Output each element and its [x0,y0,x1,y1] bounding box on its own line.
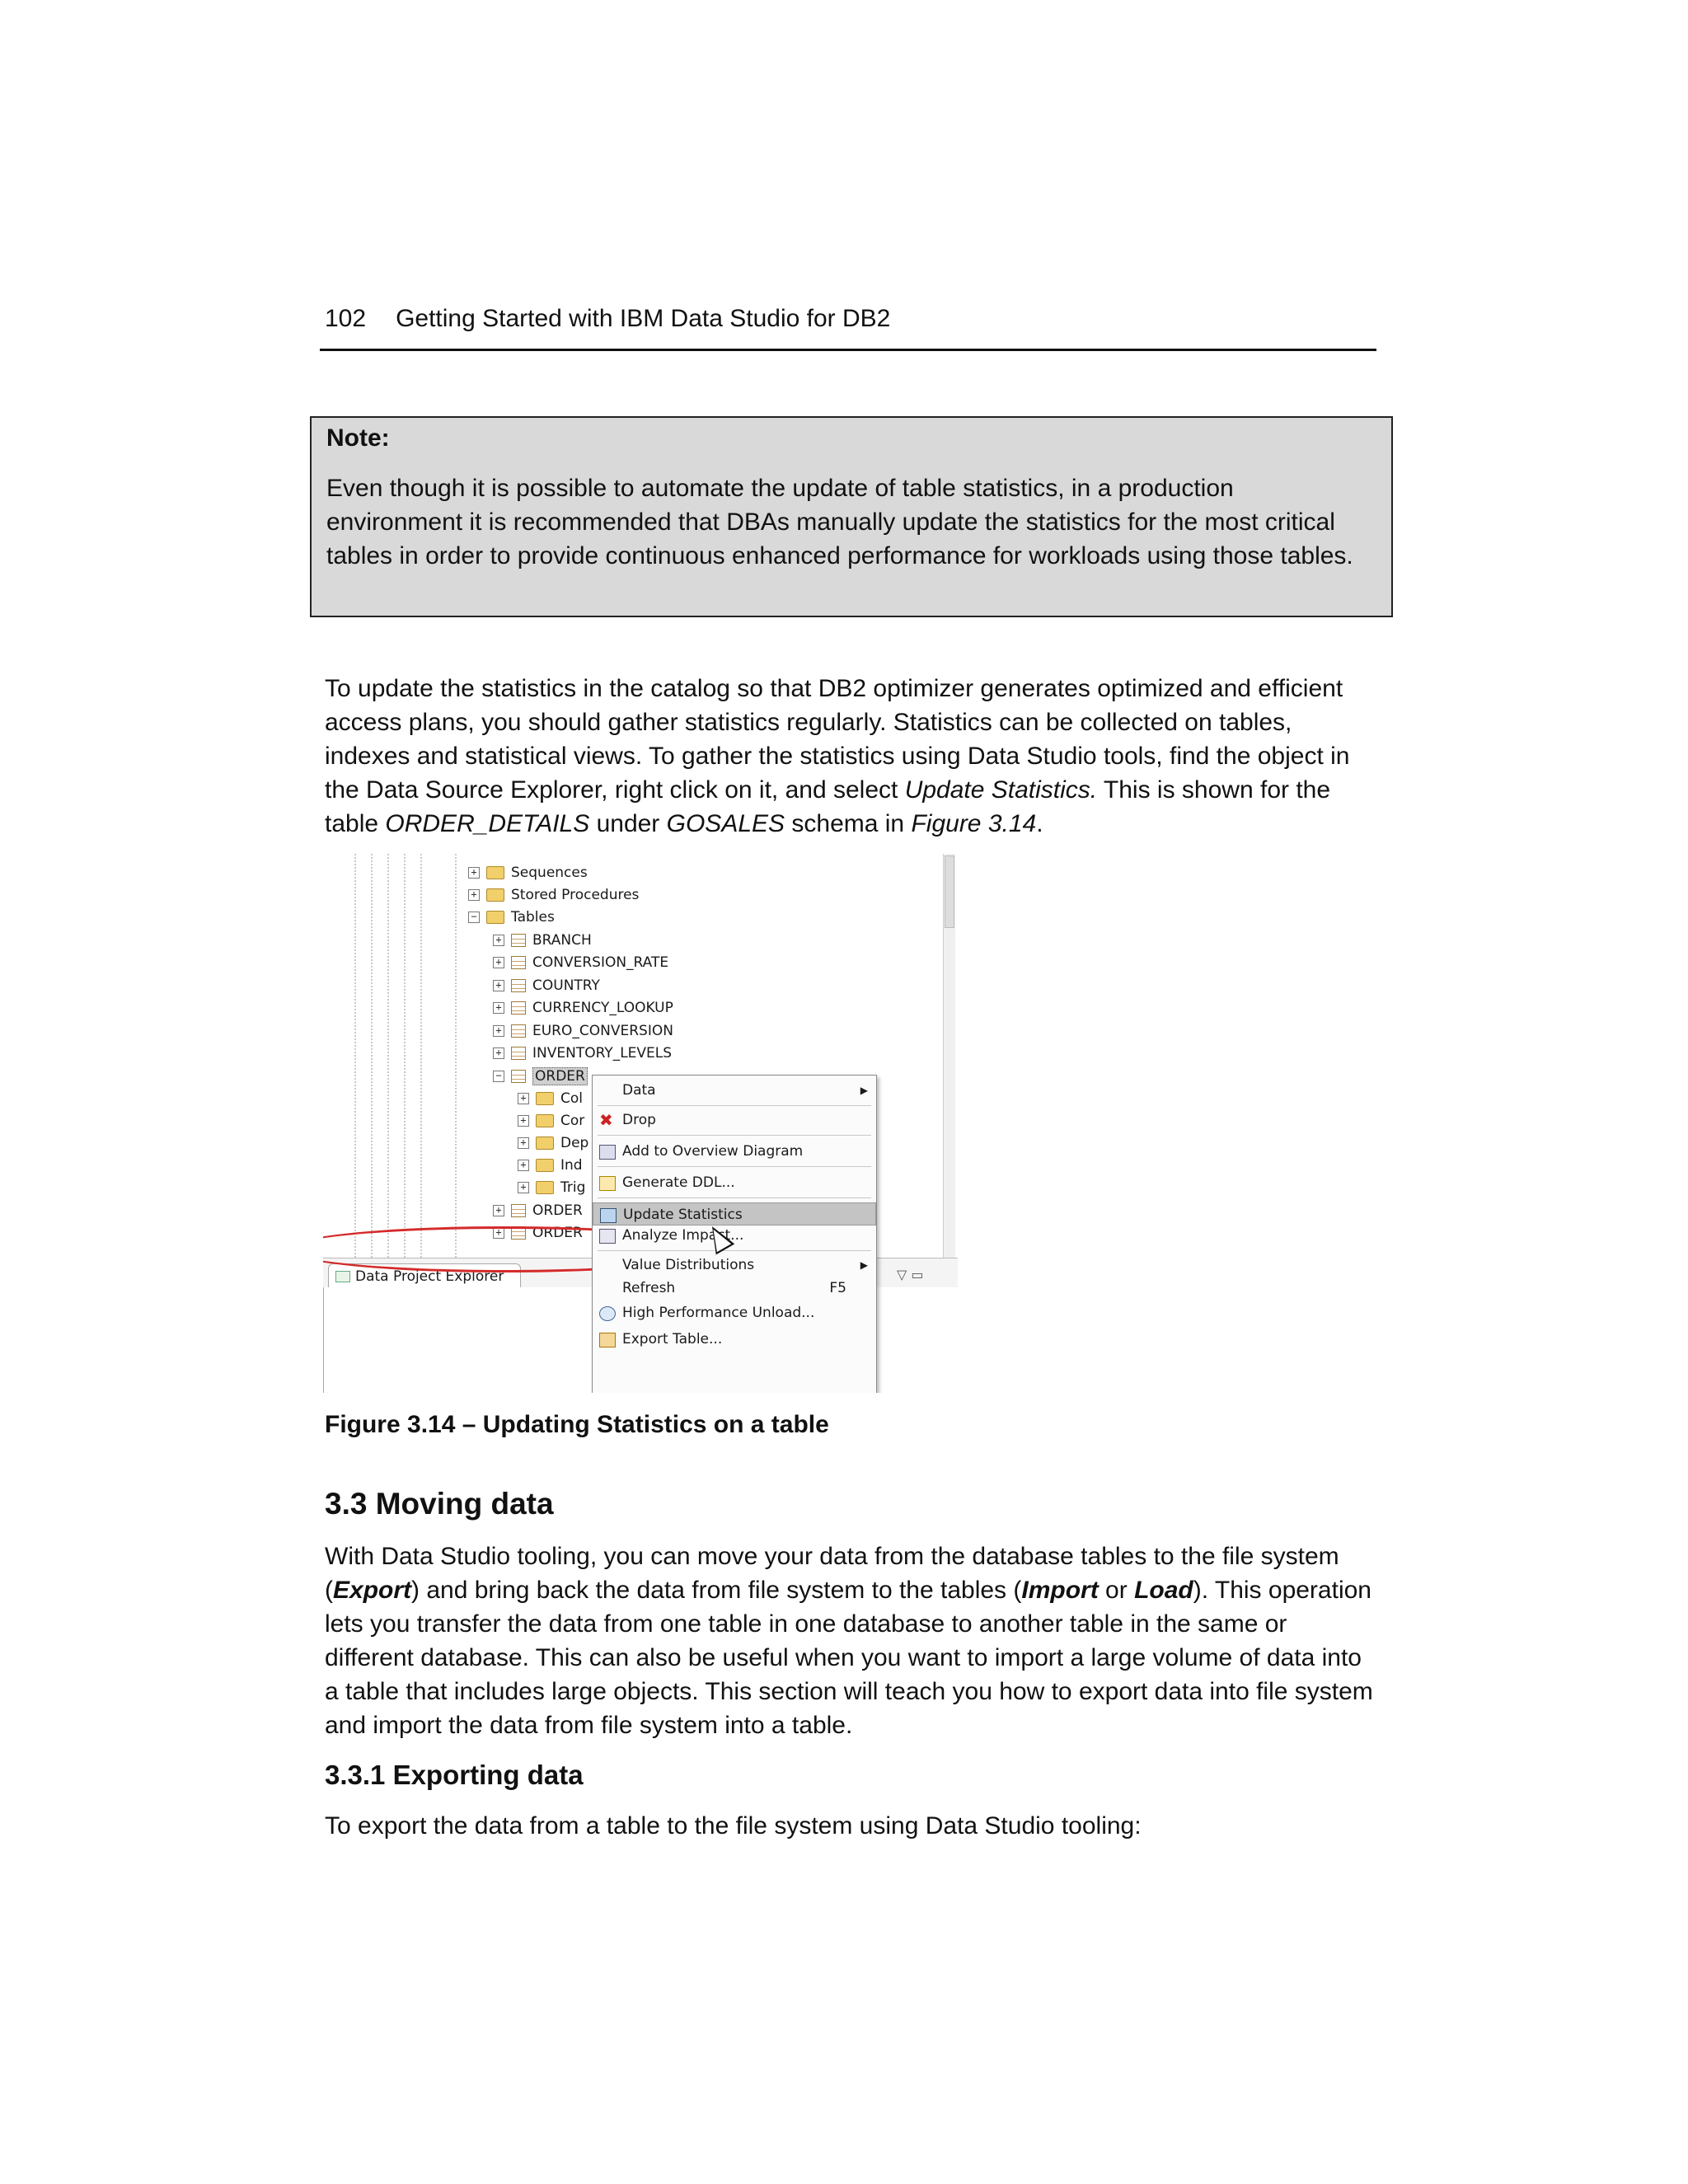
import-term: Import [1021,1577,1099,1604]
gosales-ref: GOSALES [666,810,785,837]
shortcut-label: F5 [829,1280,846,1296]
table-icon [511,1070,526,1083]
unload-icon [599,1306,616,1321]
figure-caption: Figure 3.14 – Updating Statistics on a table [325,1411,829,1438]
expand-icon[interactable]: + [468,889,480,901]
expand-icon[interactable]: + [518,1137,529,1149]
collapse-icon[interactable]: − [493,1071,504,1082]
folder-icon [536,1092,554,1105]
export-table-icon [599,1333,616,1347]
tree-table-item[interactable]: + INVENTORY_LEVELS [493,1043,672,1064]
menu-item-analyze-impact[interactable]: Analyze Impact... [593,1224,876,1247]
subsection-text: To export the data from a table to the file system using Data Studio tooling: [325,1812,1142,1840]
table-icon [511,1024,526,1038]
tree-subfolder[interactable]: + Cor [518,1110,584,1132]
collapse-icon[interactable]: − [468,912,480,923]
expand-icon[interactable]: + [493,957,504,968]
table-icon [511,1047,526,1060]
context-menu [592,1075,877,1393]
view-menu-icon[interactable]: ▽ [897,1267,907,1282]
expand-icon[interactable]: + [493,1002,504,1014]
table-icon [511,1226,526,1240]
tree-subfolder[interactable]: + Ind [518,1155,583,1176]
tree-subfolder[interactable]: + Dep [518,1132,588,1154]
order-details-ref: ORDER_DETAILS [385,810,590,837]
expand-icon[interactable]: + [493,935,504,946]
tree-table-item[interactable]: + EURO_CONVERSION [493,1020,673,1042]
tree-subfolder[interactable]: + Trig [518,1177,585,1198]
diagram-icon [599,1145,616,1160]
figure-ref: Figure 3.14 [911,810,1037,837]
menu-item-drop[interactable]: ✖ Drop [599,1110,656,1130]
tree-table-item[interactable]: + BRANCH [493,930,592,951]
expand-icon[interactable]: + [468,867,480,879]
tree-table-item[interactable]: + ORDER [493,1222,583,1244]
note-title: Note: [326,424,390,452]
panel-controls[interactable] [897,1267,924,1282]
tree-table-item[interactable]: + CONVERSION_RATE [493,952,668,973]
book-title: Getting Started with IBM Data Studio for DB2 [396,305,891,332]
section-paragraph: With Data Studio tooling, you can move your data from the database tables to the file system (Export) and bring back the data from file system to the tables (Import or Load). This operation lets you transfer the data from one table in one database to another table in the same or different database. This can also be useful when you want to import a large volume of data into a table that includes large objects. This section will teach you how to export data into file system and import the data from file system into a table. [325,1543,1373,1739]
menu-item-generate-ddl[interactable]: Generate DDL... [593,1171,876,1194]
intro-text: To update the statistics in the catalog so that DB2 optimizer generates optimized and efficient access plans, you should gather statistics regularly. Statistics can be collected on tables, indexes and statistical views. To gather the statistics using Data Studio tools, find the object in the Data Source Explorer, right click on it, and select [325,675,1350,804]
section-heading: 3.3 Moving data [325,1487,554,1521]
tree-subfolder[interactable]: + Col [518,1088,583,1109]
menu-item-export-table[interactable]: Export Table... [593,1328,876,1351]
tree-table-item[interactable]: + ORDER [493,1200,583,1221]
project-explorer-icon [335,1271,350,1282]
tree-table-item[interactable]: + COUNTRY [493,975,600,996]
expand-icon[interactable]: + [518,1115,529,1127]
header-rule [320,349,1376,351]
data-project-explorer-tab[interactable]: Data Project Explorer [328,1263,521,1289]
subsection-heading: 3.3.1 Exporting data [325,1760,584,1790]
load-term: Load [1134,1577,1193,1604]
drop-icon: ✖ [599,1110,613,1130]
intro-text: schema in [785,810,912,837]
menu-item-add-overview[interactable]: Add to Overview Diagram [593,1140,876,1163]
note-box [310,416,1393,617]
tree-table-item[interactable]: + CURRENCY_LOOKUP [493,997,673,1019]
tree-folder-stored-procedures[interactable]: + Stored Procedures [468,884,639,906]
folder-icon [536,1137,554,1150]
export-term: Export [333,1577,412,1604]
analyze-impact-icon [599,1229,616,1244]
expand-icon[interactable]: + [493,1205,504,1216]
folder-icon [536,1114,554,1127]
ddl-icon [599,1176,616,1191]
folder-icon [536,1181,554,1194]
tree-scroll-thumb[interactable] [945,855,954,928]
update-statistics-ref: Update Statistics. [904,776,1098,804]
submenu-arrow-icon: ▶ [860,1085,868,1096]
menu-item-update-statistics[interactable]: Update Statistics [593,1202,876,1226]
tree-folder-sequences[interactable]: + Sequences [468,862,588,883]
menu-item-value-distributions[interactable]: Value Distributions ▶ [593,1254,876,1277]
submenu-arrow-icon: ▶ [860,1259,868,1271]
tree-folder-tables[interactable]: − Tables [468,907,555,928]
table-icon [511,956,526,969]
expand-icon[interactable]: + [493,1227,504,1239]
folder-icon [486,866,504,879]
expand-icon[interactable]: + [518,1093,529,1104]
tree-table-selected[interactable]: − ORDER [493,1066,588,1087]
expand-icon[interactable]: + [493,1047,504,1059]
note-body: Even though it is possible to automate the update of table statistics, in a production environment it is recommended that DBAs manually update the statistics for the most critical tables in order to provide continuous enhanced performance for workloads using those tables. [326,475,1353,569]
intro-text: under [589,810,667,837]
intro-text: . [1036,810,1043,837]
table-icon [511,934,526,947]
menu-item-data[interactable]: Data ▶ [593,1079,876,1102]
folder-icon [486,888,504,902]
expand-icon[interactable]: + [493,980,504,991]
expand-icon[interactable]: + [518,1160,529,1171]
expand-icon[interactable]: + [518,1182,529,1193]
menu-item-hp-unload[interactable]: High Performance Unload... [593,1301,876,1324]
folder-icon [486,911,504,924]
page-header [325,305,890,333]
table-icon [511,1001,526,1015]
page-number: 102 [325,305,367,332]
minimize-icon[interactable]: ▭ [911,1267,924,1282]
folder-icon [536,1159,554,1172]
expand-icon[interactable]: + [493,1025,504,1037]
menu-item-refresh[interactable]: Refresh F5 [593,1277,876,1300]
figure-screenshot [323,854,958,1393]
intro-paragraph [325,672,1380,841]
table-icon [511,1204,526,1217]
update-statistics-icon [600,1208,617,1223]
table-icon [511,979,526,992]
intro-text: This is shown for the table [325,776,1331,837]
